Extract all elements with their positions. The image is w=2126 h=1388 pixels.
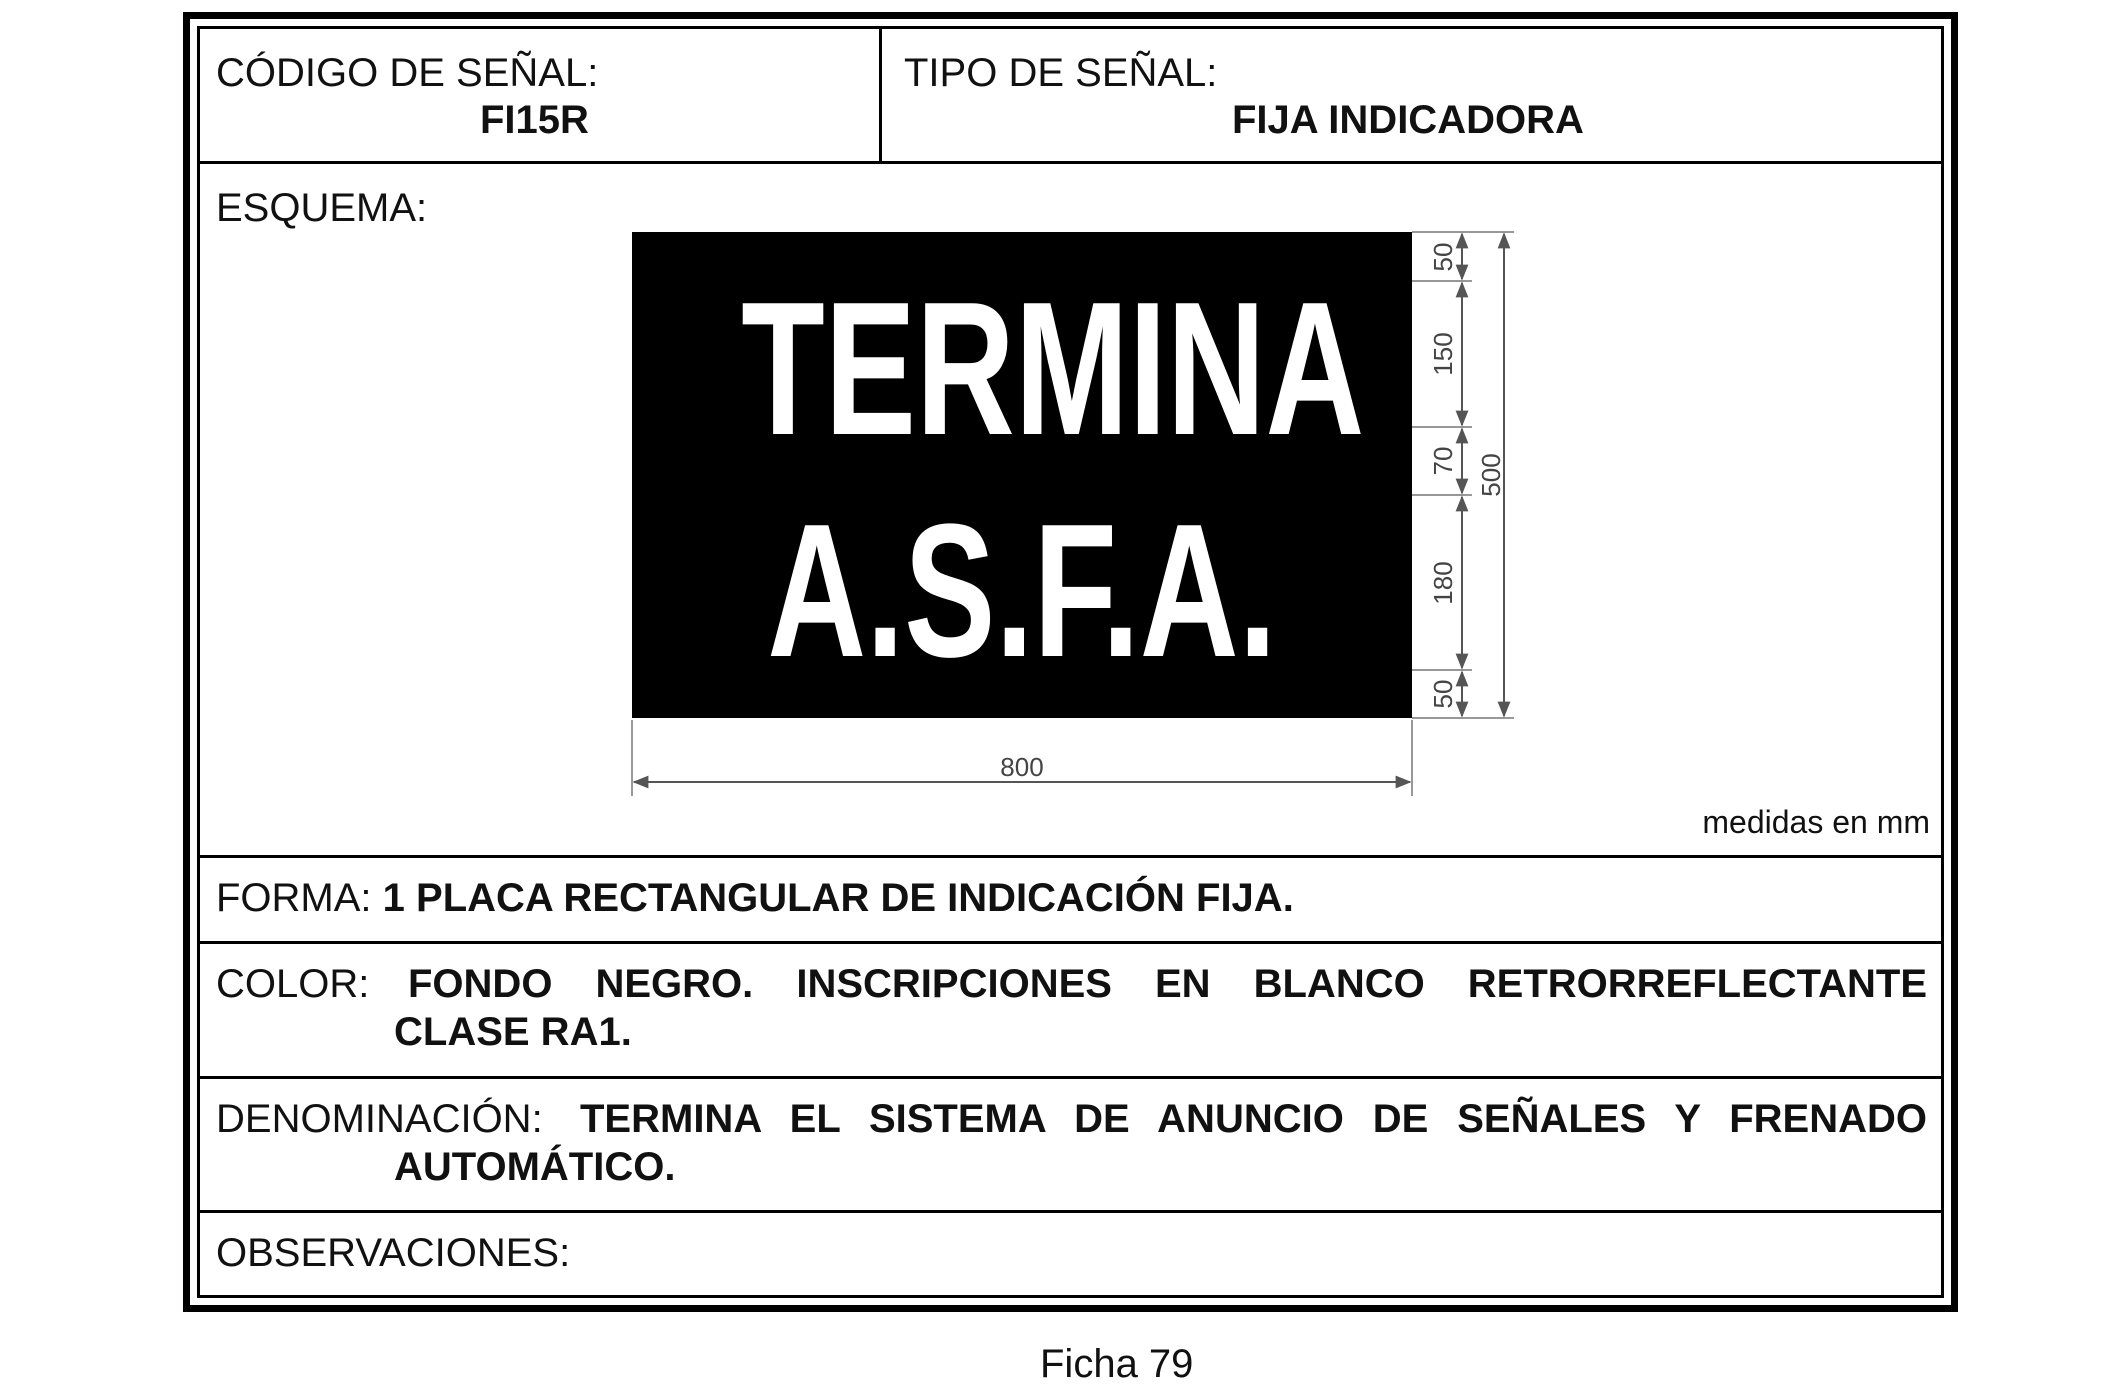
segment-label-4: 180 xyxy=(1428,561,1458,605)
codigo-label: CÓDIGO DE SEÑAL: xyxy=(216,51,599,95)
observaciones-label: OBSERVACIONES: xyxy=(216,1231,571,1275)
forma-label: FORMA: xyxy=(216,876,372,920)
width-dimension-label: 800 xyxy=(1000,752,1044,782)
sign-text-asfa: A.S.F.A. xyxy=(767,485,1277,697)
segment-label-2: 150 xyxy=(1428,332,1458,376)
segment-label-5: 50 xyxy=(1428,679,1458,709)
segment-label-1: 50 xyxy=(1428,242,1458,272)
units-note: medidas en mm xyxy=(1702,804,1930,840)
total-height-label: 500 xyxy=(1476,453,1506,497)
forma-row xyxy=(216,874,1294,922)
denominacion-label: DENOMINACIÓN: xyxy=(216,1097,543,1141)
color-value-line2: CLASE RA1. xyxy=(394,1010,632,1054)
esquema-label: ESQUEMA: xyxy=(216,186,428,230)
sign-text-termina: TERMINA xyxy=(741,263,1365,475)
page-caption: Ficha 79 xyxy=(1040,1342,1194,1386)
codigo-value: FI15R xyxy=(480,98,589,142)
color-label: COLOR: xyxy=(216,962,370,1006)
color-value-line1: FONDO NEGRO. INSCRIPCIONES EN BLANCO RETRORREFLECTANTE xyxy=(408,962,1927,1006)
segment-label-3: 70 xyxy=(1428,446,1458,476)
tipo-label: TIPO DE SEÑAL: xyxy=(904,51,1218,95)
tipo-value: FIJA INDICADORA xyxy=(1232,98,1584,142)
denominacion-value-line2: AUTOMÁTICO. xyxy=(394,1145,676,1189)
forma-value: 1 PLACA RECTANGULAR DE INDICACIÓN FIJA. xyxy=(382,876,1294,920)
denominacion-value-line1: TERMINA EL SISTEMA DE ANUNCIO DE SEÑALES Y FRENADO xyxy=(580,1097,1927,1141)
